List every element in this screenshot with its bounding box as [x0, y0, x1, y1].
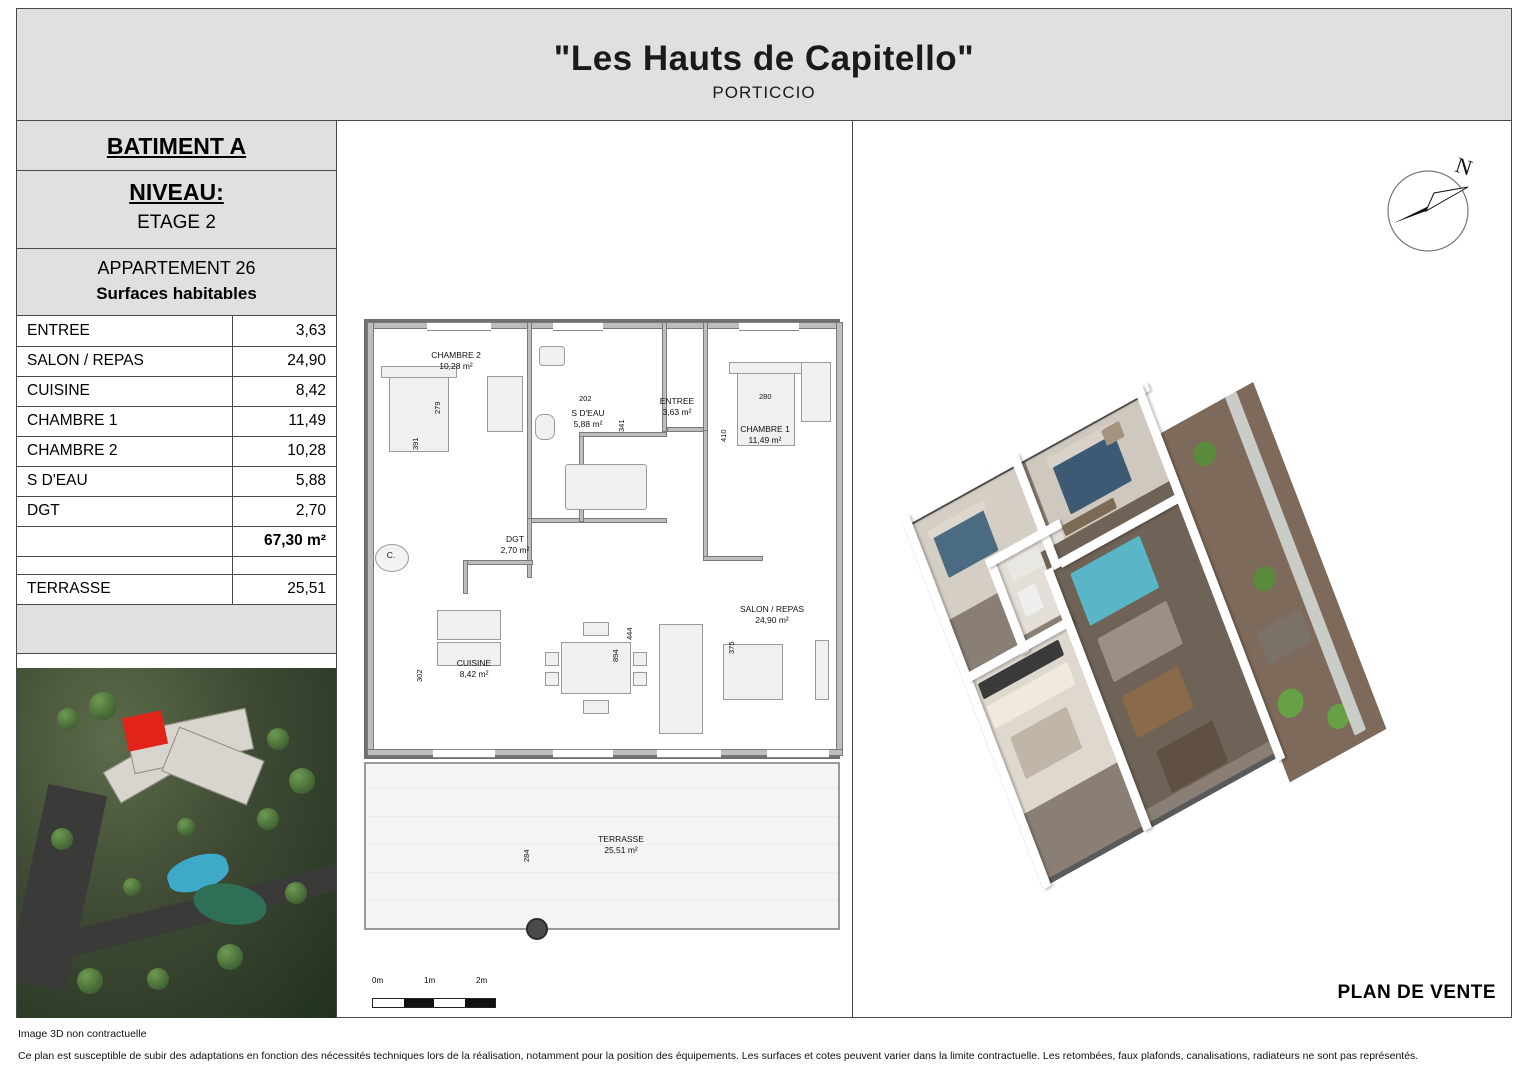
room-area: 8,42 [232, 376, 336, 406]
site-aerial-image [17, 668, 336, 1018]
apartment-block [17, 249, 336, 316]
apartment-number: APPARTEMENT 26 [97, 258, 256, 278]
table-gap [17, 556, 336, 574]
dimension-410: 410 [719, 429, 728, 442]
level-label: NIVEAU: [129, 179, 224, 205]
room-name: ENTREE [17, 316, 232, 346]
terrace-outline [364, 762, 840, 930]
footer-note-image: Image 3D non contractuelle [18, 1028, 147, 1040]
dimension-894: 894 [611, 649, 620, 662]
closet-label: C. [386, 550, 396, 560]
scale-bar [372, 976, 497, 1008]
compass-north-letter: N [1452, 151, 1476, 181]
table-row [17, 466, 336, 496]
room-area: 10,28 [232, 436, 336, 466]
room-label-chambre2: CHAMBRE 2 10,28 m² [431, 350, 481, 371]
room-area: 3,63 [232, 316, 336, 346]
room-name: CHAMBRE 2 [17, 436, 232, 466]
room-label-sdeau: S D'EAU 5,88 m² [571, 408, 605, 429]
project-title: "Les Hauts de Capitello" [553, 39, 975, 78]
dimension-280: 280 [759, 392, 772, 401]
footer-note-legal: Ce plan est susceptible de subir des adaptations en fonction des nécessités techniques lors de la réalisation, notamment pour la position des équipements. Les surfaces et cotes peuvent varier dans la limite contractuelle. Les retombées, faux plafonds, canalisations, radiateurs ne sont pas représentés. [18, 1050, 1419, 1062]
compass-icon [1376, 149, 1486, 259]
room-area: 5,88 [232, 466, 336, 496]
room-area: 2,70 [232, 496, 336, 526]
surfaces-caption: Surfaces habitables [96, 284, 257, 303]
plan-de-vente-caption: PLAN DE VENTE [1337, 982, 1496, 1003]
room-name: DGT [17, 496, 232, 526]
room-label-entree: ENTREE 3,63 m² [659, 396, 695, 417]
room-label-terrasse: TERRASSE 25,51 m² [598, 834, 644, 855]
room-area: 11,49 [232, 406, 336, 436]
table-row [17, 376, 336, 406]
room-name: CUISINE [17, 376, 232, 406]
room-label-cuisine: CUISINE 8,42 m² [456, 658, 492, 679]
table-row [17, 316, 336, 346]
surfaces-table [17, 316, 336, 605]
render-panel [853, 121, 1512, 1018]
total-area: 67,30 m² [232, 526, 336, 556]
title-band [17, 9, 1511, 121]
room-area: 24,90 [232, 346, 336, 376]
level-value: ETAGE 2 [137, 212, 216, 233]
dimension-302: 302 [415, 669, 424, 682]
room-label-dgt: DGT 2,70 m² [500, 534, 530, 555]
terrace-area: 25,51 [232, 574, 336, 604]
dimension-279: 279 [433, 401, 442, 414]
level-block [17, 171, 336, 249]
room-name: SALON / REPAS [17, 346, 232, 376]
table-row [17, 436, 336, 466]
room-name: S D'EAU [17, 466, 232, 496]
project-city: PORTICCIO [712, 83, 816, 102]
dimension-284: 284 [522, 849, 531, 862]
scale-bar-graphic [372, 998, 496, 1008]
sidebar-spacer [17, 605, 336, 654]
terrace-name: TERRASSE [17, 574, 232, 604]
apartment-outline [364, 319, 840, 759]
building-label: BATIMENT A [17, 121, 336, 171]
table-row [17, 574, 336, 604]
scale-0m: 0m [372, 976, 384, 985]
table-row [17, 406, 336, 436]
dimension-444: 444 [625, 627, 634, 640]
table-row-total [17, 526, 336, 556]
compass-rose [1376, 149, 1486, 259]
plan-sheet [16, 8, 1512, 1018]
table-row [17, 346, 336, 376]
dimension-391: 391 [411, 437, 420, 450]
terrace-drain-icon [526, 918, 548, 940]
room-label-chambre1: CHAMBRE 1 11,49 m² [740, 424, 790, 445]
scale-1m: 1m [424, 976, 436, 985]
total-spacer [17, 526, 232, 556]
dimension-341: 341 [617, 419, 626, 432]
3d-apartment-render [831, 213, 1528, 1045]
gap-left [17, 556, 232, 574]
dimension-375: 375 [727, 641, 736, 654]
info-sidebar [17, 121, 337, 1018]
room-name: CHAMBRE 1 [17, 406, 232, 436]
room-label-salon: SALON / REPAS 24,90 m² [739, 604, 805, 625]
dimension-202: 202 [579, 394, 592, 403]
gap-right [232, 556, 336, 574]
table-row [17, 496, 336, 526]
floor-plan-panel [337, 121, 853, 1018]
scale-2m: 2m [476, 976, 488, 985]
